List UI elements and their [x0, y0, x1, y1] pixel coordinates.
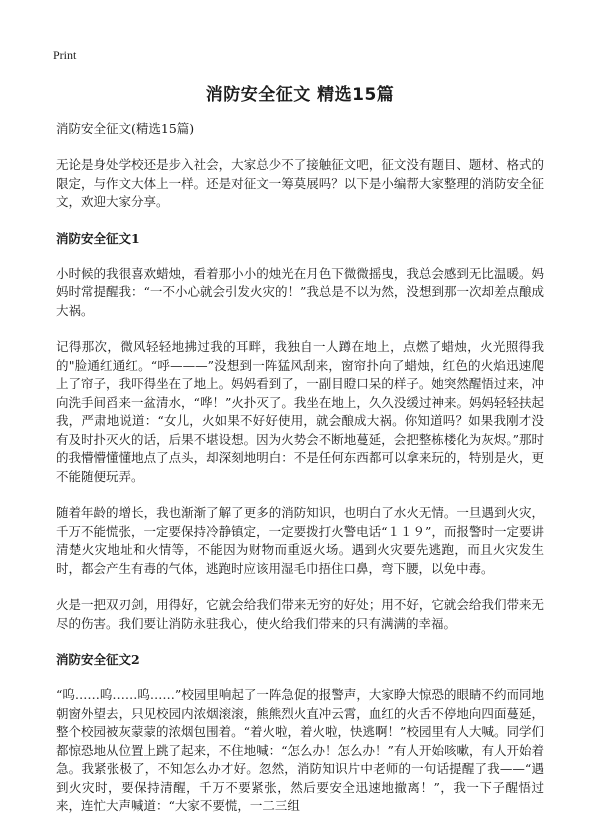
intro-paragraph: 无论是身处学校还是步入社会，大家总少不了接触征文吧，征文没有题目、题材、格式的限定，与作文大体上一样。还是对征文一筹莫展吗？以下是小编帮大家整理的消防安全征文，欢迎大家分享。: [56, 157, 544, 209]
document-title: 消防安全征文 精选15篇: [205, 85, 395, 105]
section-1-paragraph-2: 记得那次，微风轻轻地拂过我的耳畔，我独自一人蹲在地上，点燃了蜡烛，火光照得我的"脸通红通红。“呼———”没想到一阵猛风刮来，窗帘扑向了蜡烛，红色的火焰迅速爬上了帘子，我吓得坐在了地上。妈妈看到了，一副目瞪口呆的样子。她突然醒悟过来，冲向洗手间舀来一盆清水，“哗！”火扑灭了。我坐在地上，久久没缓过神来。妈妈轻轻扶起我，严肃地说道：“女儿，火如果不好好使用，就会酿成大祸。你知道吗？如果我刚才没有及时扑灭火的话，后果不堪设想。因为火势会不断地蔓延，会把整栋楼化为灰烬。”那时的我懵懵懂懂地点了点头，却深刻地明白：不是任何东西都可以拿来玩的，特别是火，更不能随便玩弄。: [56, 339, 544, 484]
section-heading-2: 消防安全征文2: [56, 652, 140, 667]
document-body: [56, 120, 544, 828]
section-2-paragraph-1: “呜……呜……呜……”校园里响起了一阵急促的报警声，大家睁大惊恐的眼睛不约而同地朝窗外望去，只见校园内浓烟滚滚，熊熊烈火直冲云霄，血红的火舌不停地向四面蔓延，整个校园被灰蒙蒙的浓烟包围着。“着火啦，着火啦，快逃啊！”校园里有人大喊。同学们都惊恐地从位置上跳了起来，不住地喊：“怎么办！怎么办！”有人开始咳嗽，有人开始着急。我紧张极了，不知怎么办才好。忽然，消防知识片中老师的一句话提醒了我——“遇到火灾时，要保持清醒，千万不要紧张，然后要安全迅速地撤离！”，我一下子醒悟过来，连忙大声喊道：“大家不要慌，一二三组: [56, 687, 544, 813]
section-1-paragraph-4: 火是一把双刃剑，用得好，它就会给我们带来无穷的好处；用不好，它就会给我们带来无尽的伤害。我们要让消防永驻我心，使火给我们带来的只有满满的幸福。: [56, 597, 544, 631]
document-subtitle: 消防安全征文(精选15篇): [56, 121, 195, 136]
print-link[interactable]: Print: [53, 48, 77, 62]
section-1-paragraph-3: 随着年龄的增长，我也渐渐了解了更多的消防知识，也明白了水火无情。一旦遇到火灾，千万不能慌张，一定要保持冷静镇定，一定要拨打火警电话“１１９”，而报警时一定要讲清楚火灾地址和火情等，不能因为财物而重返火场。遇到火灾要先逃跑，而且火灾发生时，都会产生有毒的气体，逃跑时应该用湿毛巾捂住口鼻，弯下腰，以免中毒。: [56, 505, 544, 576]
section-1-paragraph-1: 小时候的我很喜欢蜡烛，看着那小小的烛光在月色下微微摇曳，我总会感到无比温暖。妈妈时常提醒我：“一不小心就会引发火灾的！”我总是不以为然，没想到那一次却差点酿成大祸。: [56, 265, 544, 318]
section-heading-1: 消防安全征文1: [56, 230, 140, 246]
